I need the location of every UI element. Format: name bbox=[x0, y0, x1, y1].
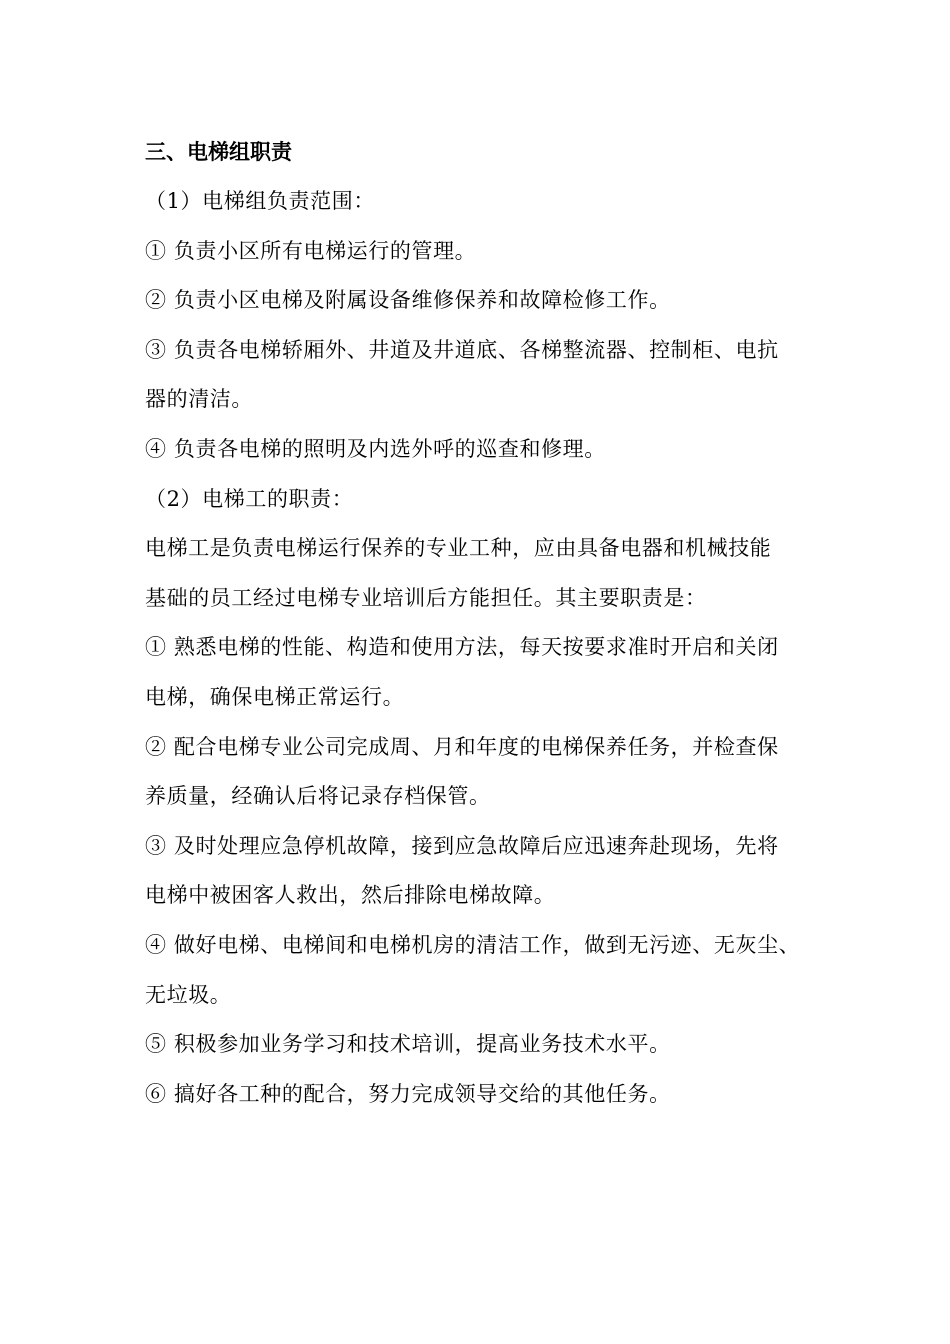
duty-line: ④ 负责各电梯的照明及内选外呼的巡查和修理。 bbox=[145, 436, 606, 461]
duty-line: ① 负责小区所有电梯运行的管理。 bbox=[145, 238, 477, 263]
subsection-heading-scope: （1）电梯组负责范围： bbox=[145, 189, 375, 213]
duty-line-continuation: 器的清洁。 bbox=[145, 387, 253, 412]
duty-line: ② 配合电梯专业公司完成周、月和年度的电梯保养任务，并检查保 bbox=[145, 734, 779, 759]
duty-line: ③ 负责各电梯轿厢外、井道及井道底、各梯整流器、控制柜、电抗 bbox=[145, 337, 779, 362]
duty-line: ① 熟悉电梯的性能、构造和使用方法，每天按要求准时开启和关闭 bbox=[145, 635, 779, 660]
duty-line: ⑥ 搞好各工种的配合，努力完成领导交给的其他任务。 bbox=[145, 1081, 671, 1106]
subsection-heading-duties: （2）电梯工的职责： bbox=[145, 486, 354, 511]
duty-line: ④ 做好电梯、电梯间和电梯机房的清洁工作，做到无污迹、无灰尘、 bbox=[145, 932, 801, 957]
duty-line-continuation: 电梯中被困客人救出，然后排除电梯故障。 bbox=[145, 883, 556, 908]
duty-line-continuation: 电梯，确保电梯正常运行。 bbox=[145, 684, 405, 709]
paragraph-line: 基础的员工经过电梯专业培训后方能担任。其主要职责是： bbox=[145, 585, 707, 610]
duty-line: ⑤ 积极参加业务学习和技术培训，提高业务技术水平。 bbox=[145, 1032, 671, 1057]
paragraph-line: 电梯工是负责电梯运行保养的专业工种，应由具备电器和机械技能 bbox=[145, 536, 772, 561]
duty-line: ③ 及时处理应急停机故障，接到应急故障后应迅速奔赴现场，先将 bbox=[145, 833, 779, 858]
duty-line-continuation: 养质量，经确认后将记录存档保管。 bbox=[145, 784, 491, 809]
duty-line: ② 负责小区电梯及附属设备维修保养和故障检修工作。 bbox=[145, 288, 671, 313]
section-title: 三、电梯组职责 bbox=[145, 140, 292, 164]
duty-line-continuation: 无垃圾。 bbox=[145, 982, 232, 1007]
document-body bbox=[145, 127, 835, 1119]
